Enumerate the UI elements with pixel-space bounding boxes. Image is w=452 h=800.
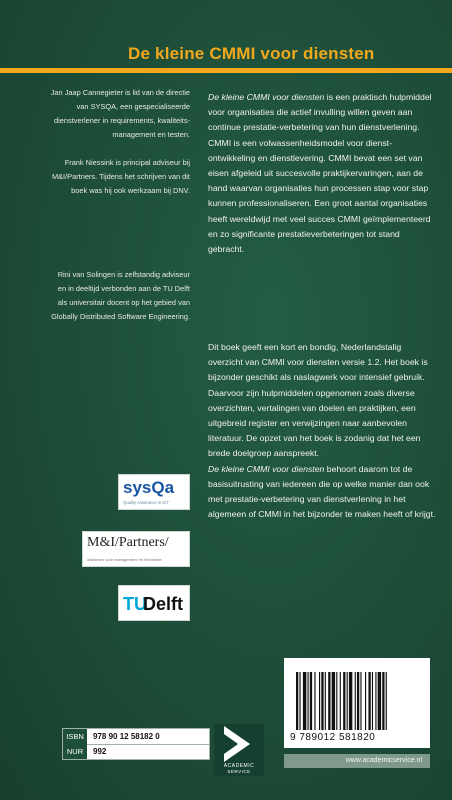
publisher-name-line-1: ACADEMIC: [223, 763, 255, 769]
book-title-inline-2: De kleine CMMI voor diensten: [208, 463, 325, 474]
tu-delft-logo: [118, 585, 190, 621]
publisher-chevron-inner-icon: [224, 734, 238, 754]
mi-partners-logo-tagline: adviseurs voor management en informatie: [87, 557, 162, 562]
isbn-label: ISBN: [63, 729, 87, 744]
title-divider: [0, 68, 452, 73]
sysqa-logo: [118, 474, 190, 510]
publisher-logo: [214, 724, 264, 776]
sysqa-logo-tagline: Quality Assurance in ICT: [123, 500, 170, 505]
author-bio-cannegieter: Jan Jaap Cannegieter is lid van de directie van SYSQA, een gespecialiseerde dienstverlener in requirements, kwaliteits-management en testen.: [50, 88, 190, 139]
mi-partners-logo: [82, 531, 190, 567]
barcode-digits: 9 789012 581820: [290, 732, 376, 743]
book-title-inline: De kleine CMMI voor diensten: [208, 92, 325, 102]
url-strip: [284, 754, 430, 768]
nur-value: 992: [93, 747, 107, 756]
isbn-row: [63, 729, 209, 745]
publisher-name-line-2: SERVICE: [227, 769, 251, 774]
author-bio-van-solingen: Rini van Solingen is zelfstandig adviseur en in deeltijd verbonden aan de TU Delft als universitair docent op het gebied van Globally Distributed Software Engineering.: [51, 270, 190, 321]
author-bio-niessink: Frank Niessink is principal adviseur bij M&I/Partners. Tijdens het schrijven van dit boek was hij ook werkzaam bij DNV.: [51, 158, 190, 195]
barcode-bars-icon: [296, 672, 418, 730]
paragraph-3-text: behoort daarom tot de basisuitrusting van iedereen die op welke manier dan ook met prestatie-verbetering van dienstverlening in het algemeen of CMMI in het bijzonder te maken heeft of krijgt.: [208, 463, 436, 520]
book-title: De kleine CMMI voor diensten: [128, 44, 375, 63]
description-paragraph-1: [208, 90, 438, 257]
tu-delft-logo-delft: Delft: [143, 594, 183, 614]
barcode: [284, 658, 430, 748]
nur-row: [63, 744, 209, 759]
sysqa-logo-name: sysQa: [123, 478, 175, 497]
paragraph-1-text: is een praktisch hulpmiddel voor organisaties die actief invulling willen geven aan continue prestatie-verbetering van hun dienstverlening. CMMI is een volwassenheidsmodel voor dienst-ontwikkeling en dienstlevering. CMMI bevat een set van eisen afgeleid uit succesvolle praktijkervaringen, aan de hand waarvan organisaties hun processen stap voor stap kunnen professionaliseren. Een groot aantal organisaties heeft wereldwijd met veel succes CMMI geïmplementeerd en zo significante prestatieverbeteringen tot stand gebracht.: [208, 92, 432, 255]
publisher-url: www.academicservice.nl: [345, 757, 422, 764]
mi-partners-logo-name: M&I/Partners/: [87, 535, 169, 550]
description-paragraph-2: [208, 340, 438, 522]
paragraph-2-text: Dit boek geeft een kort en bondig, Nederlandstalig overzicht van CMMI voor diensten versie 1.2. Het boek is bijzonder geschikt als naslagwerk voor intensief gebruik. Daarvoor zijn hulpmiddelen opgenomen zoals diverse overzichten, vertalingen van doelen en praktijken, een uitgebreid register en verwijzingen naar aanbevolen literatuur. De opzet van het boek is zodanig dat het een brede doelgroep aanspreekt.: [208, 342, 428, 459]
tu-delft-logo-tu: TU: [123, 594, 147, 614]
nur-label: NUR: [63, 744, 87, 759]
isbn-panel: [62, 728, 210, 760]
isbn-value: 978 90 12 58182 0: [93, 732, 160, 741]
